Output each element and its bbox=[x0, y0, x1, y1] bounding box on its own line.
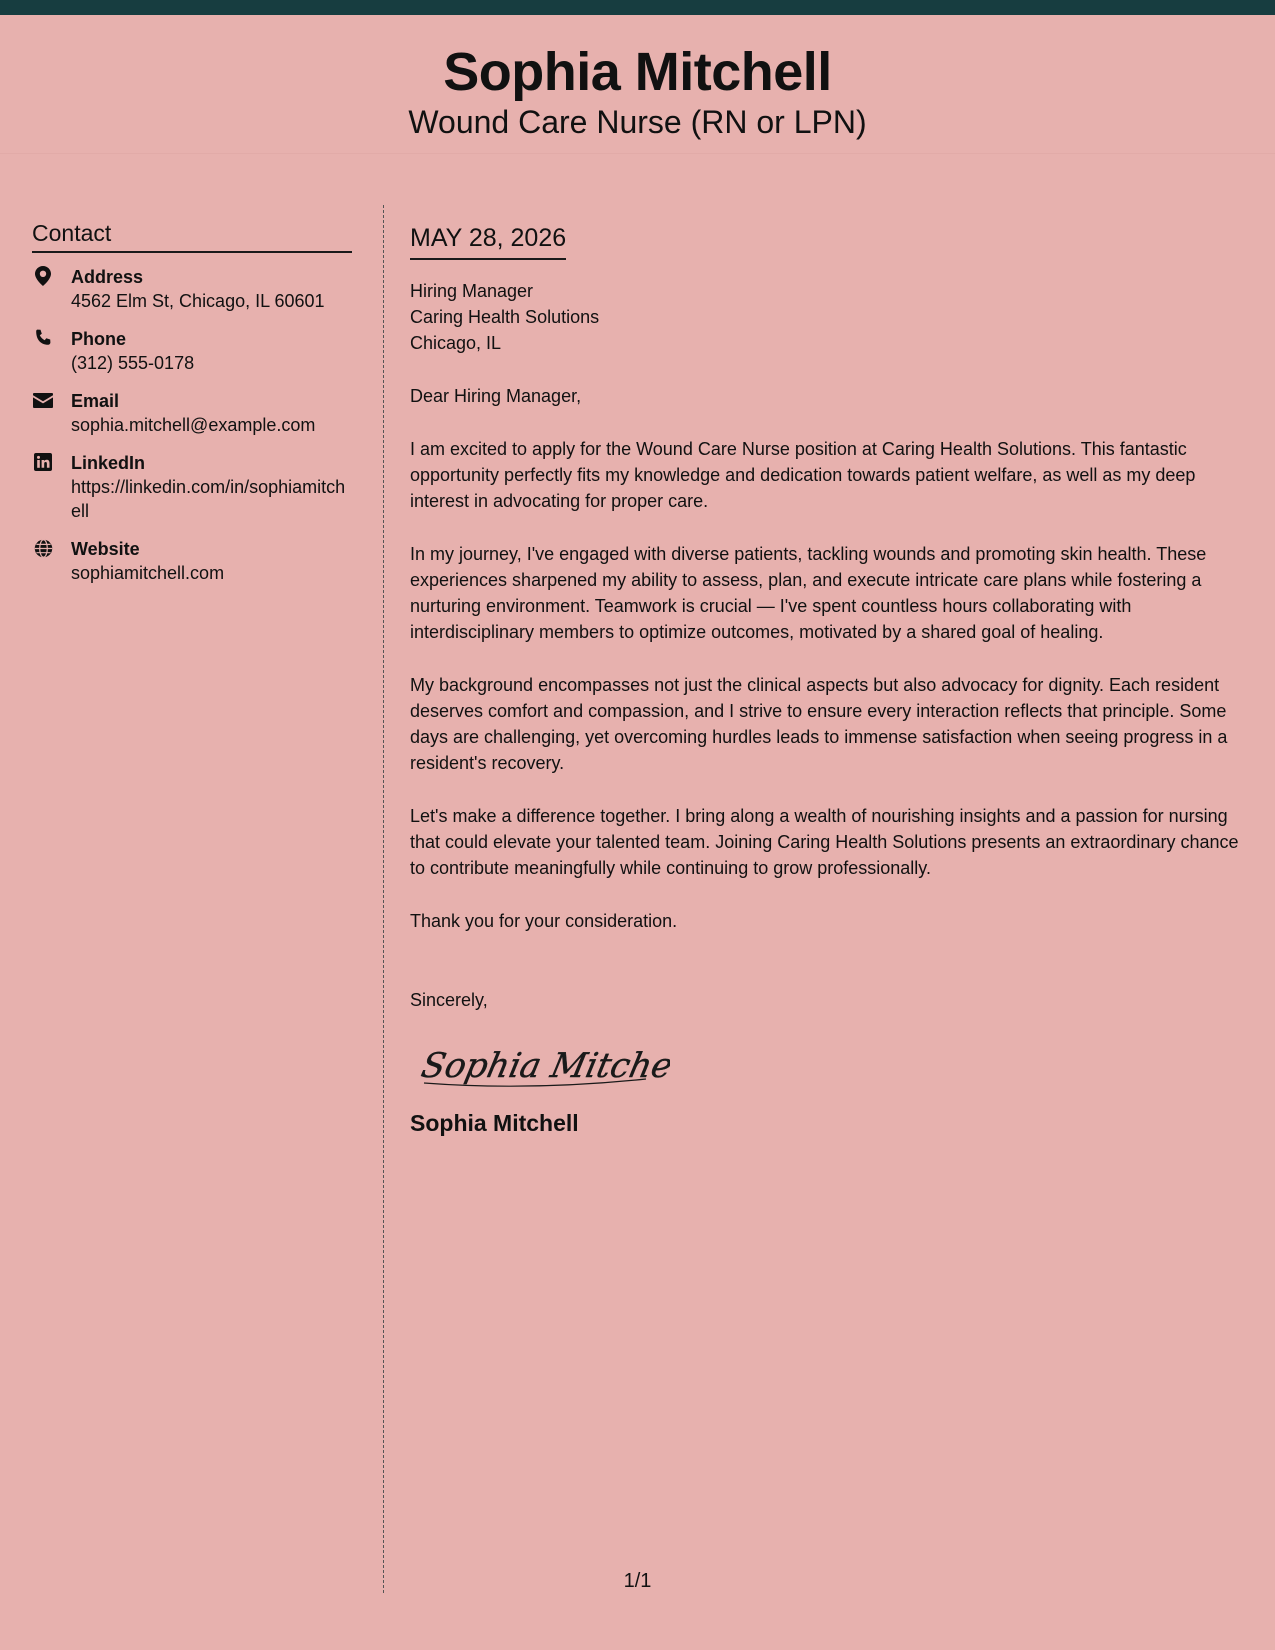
linkedin-value: https://linkedin.com/in/sophiamitchell bbox=[71, 477, 346, 521]
phone-label: Phone bbox=[71, 329, 127, 349]
phone-value: (312) 555-0178 bbox=[71, 353, 195, 373]
envelope-icon bbox=[32, 389, 54, 411]
letter-paragraph: In my journey, I've engaged with diverse patients, tackling wounds and promoting skin health. These experiences sharpened my ability to assess, plan, and execute intricate care plans while fostering a nurturing environment. Teamwork is crucial — I've spent countless hours collaborating with interdisciplinary members to optimize outcomes, motivated by a shared goal of healing. bbox=[410, 544, 1207, 642]
applicant-name: Sophia Mitchell bbox=[443, 42, 832, 102]
contact-item-email bbox=[32, 389, 352, 437]
website-value: sophiamitchell.com bbox=[71, 563, 225, 583]
salutation: Dear Hiring Manager, bbox=[410, 386, 582, 406]
letter-paragraph: I am excited to apply for the Wound Care Nurse position at Caring Health Solutions. This fantastic opportunity perfectly fits my knowledge and dedication towards patient welfare, as well as my deep interest in advocating for proper care. bbox=[410, 439, 1196, 511]
recipient-block bbox=[410, 278, 1240, 356]
linkedin-label: LinkedIn bbox=[71, 453, 146, 473]
contact-item-linkedin bbox=[32, 451, 352, 523]
address-label: Address bbox=[71, 267, 144, 287]
column-divider bbox=[383, 205, 384, 1593]
contact-item-address bbox=[32, 265, 352, 313]
letter-date: MAY 28, 2026 bbox=[410, 220, 566, 260]
website-label: Website bbox=[71, 539, 140, 559]
letter-paragraph: My background encompasses not just the clinical aspects but also advocacy for dignity. Each resident deserves comfort and compassion, and I strive to ensure every interaction reflects that principle. Some days are challenging, yet overcoming hurdles leads to immense satisfaction when seeing progress in a resident's recovery. bbox=[410, 675, 1228, 773]
contact-sidebar bbox=[32, 220, 352, 599]
linkedin-icon bbox=[32, 451, 54, 473]
address-value: 4562 Elm St, Chicago, IL 60601 bbox=[71, 291, 325, 311]
contact-item-website bbox=[32, 537, 352, 585]
map-pin-icon bbox=[32, 265, 54, 287]
job-title: Wound Care Nurse (RN or LPN) bbox=[408, 104, 867, 140]
thank-you-line: Thank you for your consideration. bbox=[410, 911, 678, 931]
page-header bbox=[0, 15, 1275, 154]
phone-icon bbox=[32, 327, 54, 349]
globe-icon bbox=[32, 537, 54, 559]
closing-line: Sincerely, bbox=[410, 990, 488, 1010]
contact-item-phone bbox=[32, 327, 352, 375]
recipient-line: Chicago, IL bbox=[410, 333, 502, 353]
email-value: sophia.mitchell@example.com bbox=[71, 415, 316, 435]
signer-name: Sophia Mitchell bbox=[410, 1110, 579, 1136]
page-number: 1/1 bbox=[623, 1570, 652, 1592]
letter-paragraph: Let's make a difference together. I bring along a wealth of nourishing insights and a passion for nursing that could elevate your talented team. Joining Caring Health Solutions presents an extraordinary chance to contribute meaningfully while continuing to grow professionally. bbox=[410, 806, 1239, 878]
handwritten-signature bbox=[410, 1029, 1240, 1095]
letter-body bbox=[410, 220, 1240, 1137]
recipient-line: Caring Health Solutions bbox=[410, 307, 600, 327]
recipient-line: Hiring Manager bbox=[410, 281, 534, 301]
contact-heading: Contact bbox=[32, 220, 352, 253]
svg-text:Sophia Mitchell: Sophia Mitchell bbox=[417, 1046, 670, 1086]
top-accent-bar bbox=[0, 0, 1275, 15]
email-label: Email bbox=[71, 391, 120, 411]
